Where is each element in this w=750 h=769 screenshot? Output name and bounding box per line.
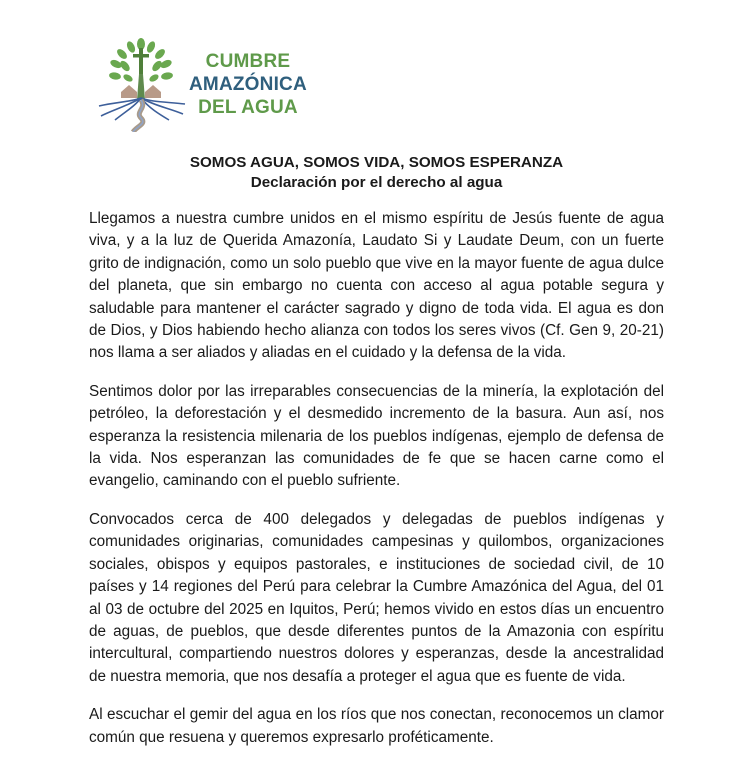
logo [95, 36, 664, 132]
paragraph-3 [89, 509, 664, 688]
paragraph-text: Llegamos a nuestra cumbre unidos en el mismo espíritu de Jesús fuente de agua viva, y a la luz de Querida Amazonía, Laudato Si y Laudate Deum, con un fuerte grito de indignación, como un solo pueblo que vive en la mayor fuente de agua dulce del planeta, que sin embargo no cuenta con acceso al agua potable segura y saludable para mantener el carácter sagrado y digno de toda vida. El agua es don de Dios, y Dios habiendo hecho alianza con todos los seres vivos (Cf. Gen 9, 20-21) nos llama a ser aliados y aliadas en el cuidado y la defensa de la vida. [89, 210, 664, 362]
logo-line-1: CUMBRE [205, 50, 291, 72]
paragraph-2 [89, 381, 664, 493]
paragraph-text: Convocados cerca de 400 delegados y delegadas de pueblos indígenas y comunidades originarias, comunidades campesinas y quilombos, organizaciones sociales, obispos y equipos pastorales, e instituciones de sociedad civil, de 10 países y 14 regiones del Perú para celebrar la Cumbre Amazónica del Agua, del 01 al 03 de octubre del 2025 en Iquitos, Perú; hemos vivido en estos días un encuentro de aguas, de pueblos, que desde diferentes puntos de la Amazonia con espíritu intercultural, compartiendo nuestros dolores y esperanzas, desde la ancestralidad de nuestra memoria, que nos desafía a proteger el agua que es fuente de vida. [89, 510, 664, 685]
logo-line-2: AMAZÓNICA [189, 73, 307, 95]
logo-text [189, 50, 307, 119]
paragraph-4 [89, 704, 664, 749]
logo-line-3: DEL AGUA [198, 96, 298, 118]
document-header [89, 153, 664, 193]
paragraph-text: Al escuchar el gemir del agua en los ríos que nos conectan, reconocemos un clamor común que resuena y queremos expresarlo proféticamente. [89, 706, 664, 746]
document-title: SOMOS AGUA, SOMOS VIDA, SOMOS ESPERANZA [189, 154, 564, 171]
document-subtitle: Declaración por el derecho al agua [250, 174, 503, 191]
paragraph-text: Sentimos dolor por las irreparables consecuencias de la minería, la explotación del petróleo, la deforestación y el desmedido incremento de la basura. Aun así, nos esperanza la resistencia milenaria de los pueblos indígenas, ejemplo de defensa de la vida. Nos esperanzan las comunidades de fe que se hacen carne como el evangelio, caminando con el pueblo sufriente. [89, 382, 664, 490]
tree-with-cross-and-river-icon [95, 36, 187, 132]
paragraph-1 [89, 208, 664, 365]
